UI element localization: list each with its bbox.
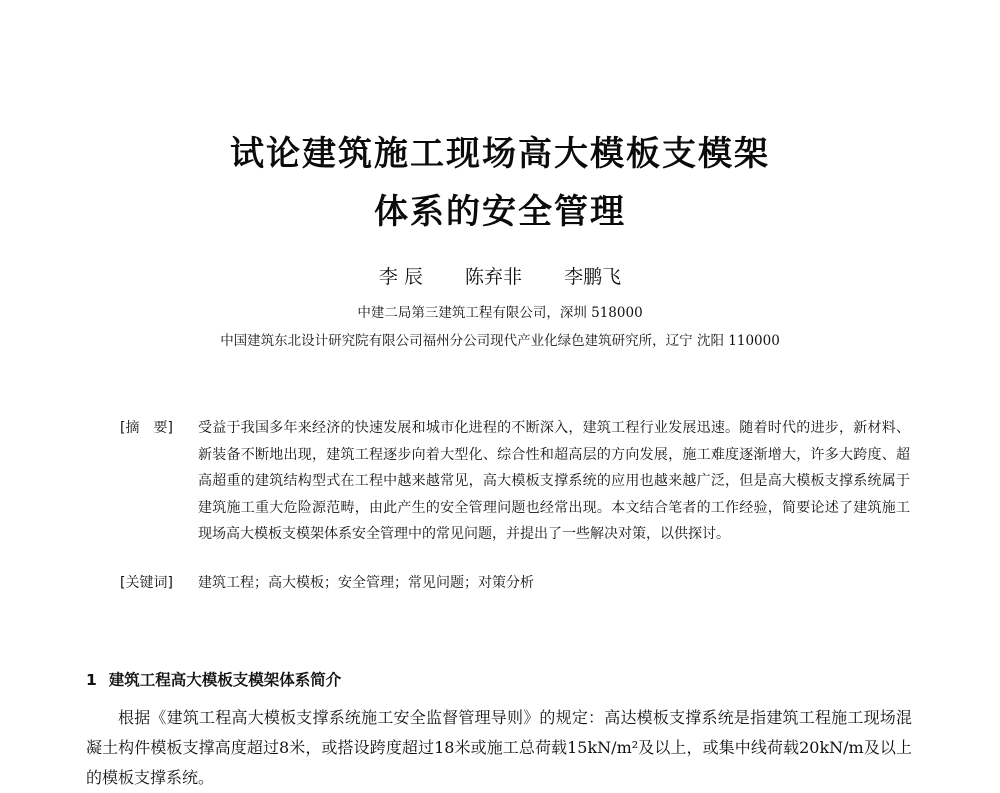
author-name: 李 辰 [378, 266, 423, 288]
keywords-label: [关键词] [120, 575, 173, 591]
section-title: 建筑工程高大模板支模架体系简介 [108, 671, 342, 689]
author-list [0, 262, 1000, 289]
keywords-text: 建筑工程；高大模板；安全管理；常见问题；对策分析 [198, 575, 534, 591]
paper-title-line-2: 体系的安全管理 [374, 192, 626, 232]
affiliation-1: 中建二局第三建筑工程有限公司，深圳 518000 [357, 305, 643, 321]
section-number: 1 [86, 671, 97, 689]
keywords-block [120, 570, 910, 596]
author-name: 陈弃非 [465, 266, 523, 288]
affiliation-2: 中国建筑东北设计研究院有限公司福州分公司现代产业化绿色建筑研究所，辽宁 沈阳 110000 [220, 333, 780, 349]
abstract-text: 受益于我国多年来经济的快速发展和城市化进程的不断深入，建筑工程行业发展迅速。随着时代的进步，新材料、新装备不断地出现，建筑工程逐步向着大型化、综合性和超高层的方向发展，施工难度逐渐增大，许多大跨度、超高超重的建筑结构型式在工程中越来越常见，高大模板支撑系统的应用也越来越广泛，但是高大模板支撑系统属于建筑施工重大危险源范畴，由此产生的安全管理问题也经常出现。本文结合笔者的工作经验，简要论述了建筑施工现场高大模板支模架体系安全管理中的常见问题，并提出了一些解决对策，以供探讨。 [198, 420, 910, 542]
section-1-paragraph: 根据《建筑工程高大模板支撑系统施工安全监督管理导则》的规定：高达模板支撑系统是指建筑工程施工现场混凝土构件模板支撑高度超过8米，或搭设跨度超过18米或施工总荷载15kN/m²及以上，或集中线荷载20kN/m及以上的模板支撑系统。 [86, 708, 912, 787]
abstract-block [120, 415, 910, 548]
author-name: 李鹏飞 [564, 266, 622, 288]
paper-title-line-1: 试论建筑施工现场高大模板支模架 [230, 134, 770, 174]
section-1-heading [86, 668, 341, 690]
abstract-label: [摘 要] [120, 420, 173, 436]
